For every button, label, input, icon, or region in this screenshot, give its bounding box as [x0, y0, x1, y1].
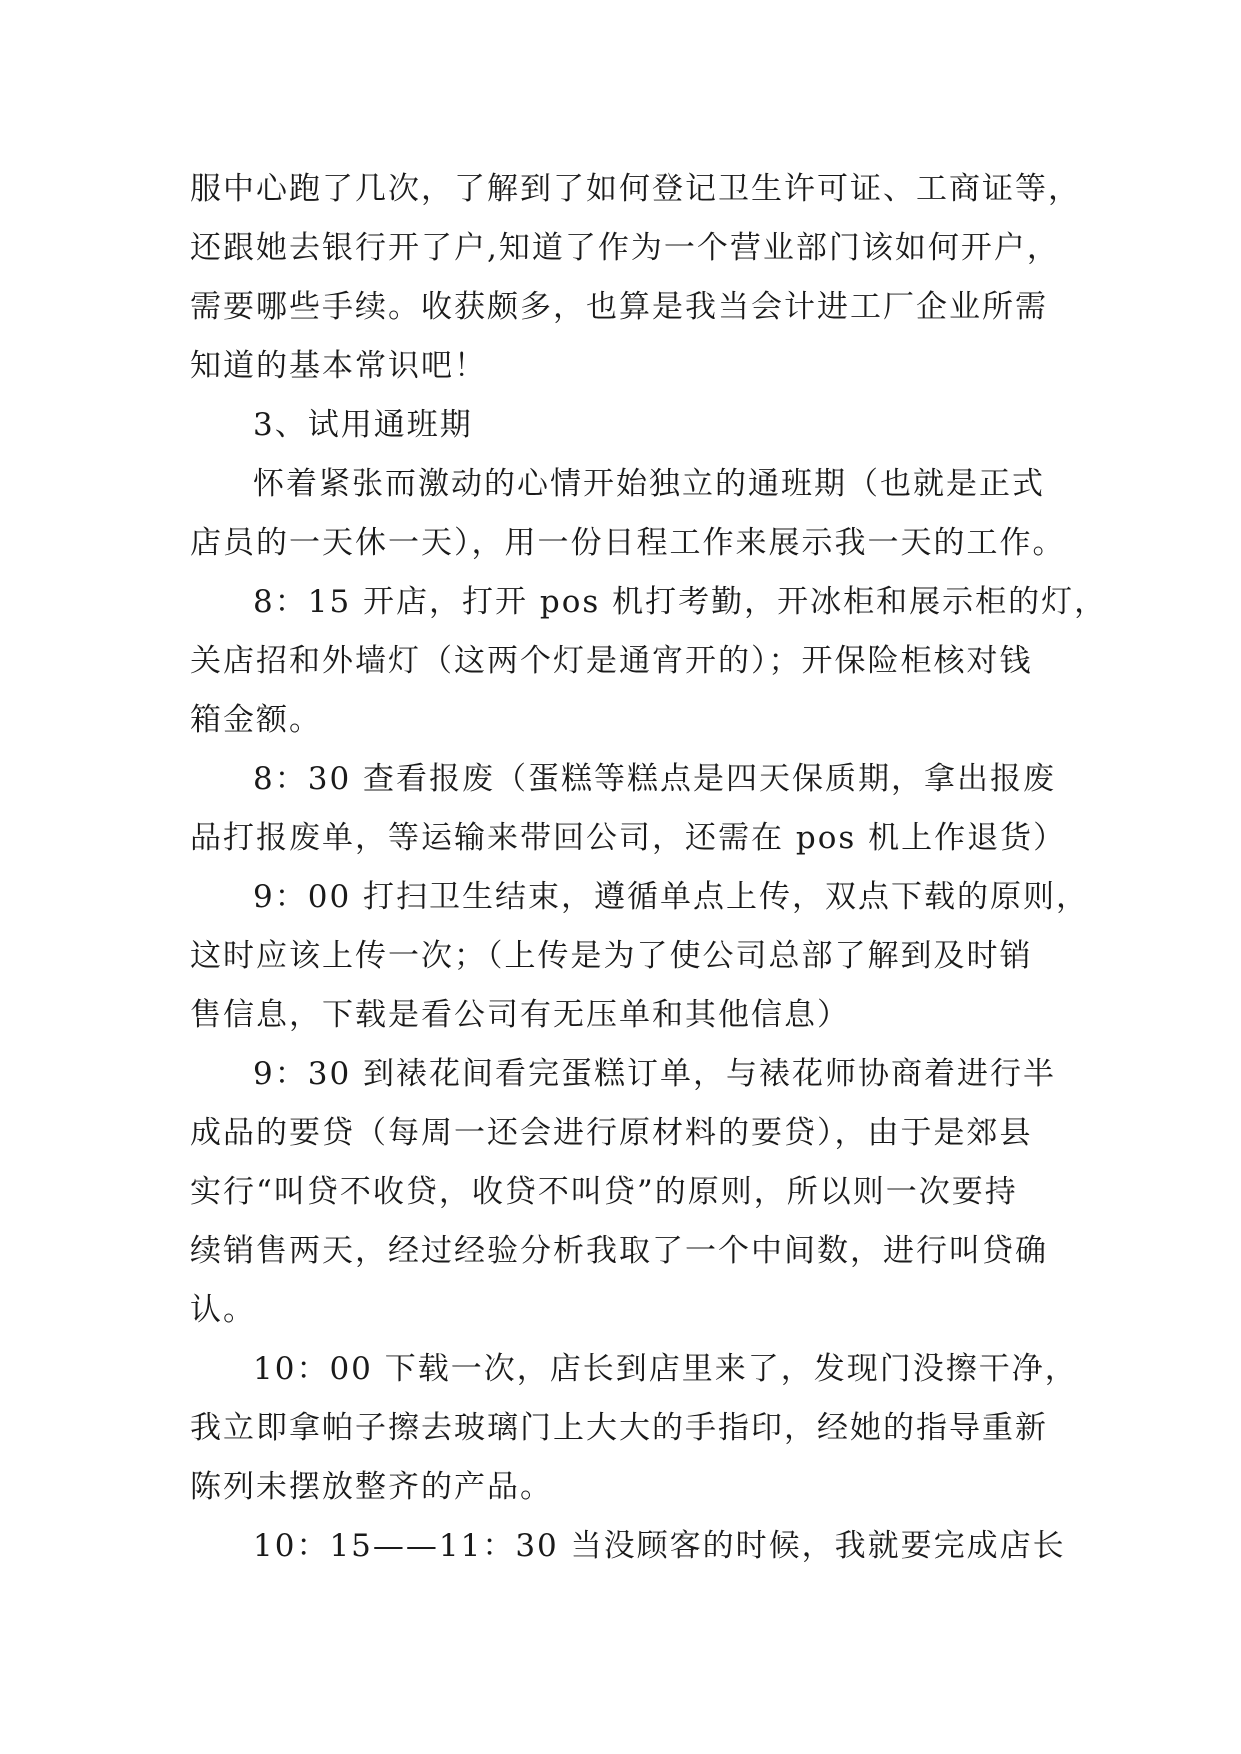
document-body — [190, 160, 1108, 1576]
text-line: 怀着紧张而激动的心情开始独立的通班期（也就是正式 — [253, 466, 1045, 502]
text-line: 这时应该上传一次；（上传是为了使公司总部了解到及时销 — [190, 938, 1033, 974]
text-line: 8：30 查看报废（蛋糕等糕点是四天保质期，拿出报废 — [253, 761, 1057, 797]
text-line: 认。 — [190, 1292, 256, 1328]
text-line: 8：15 开店，打开 pos 机打考勤，开冰柜和展示柜的灯， — [253, 584, 1108, 620]
text-line: 实行“叫贷不收贷，收贷不叫贷”的原则，所以则一次要持 — [190, 1174, 1018, 1210]
text-line: 9：00 打扫卫生结束，遵循单点上传，双点下载的原则， — [253, 879, 1090, 915]
text-line: 10：15——11：30 当没顾客的时候，我就要完成店长 — [253, 1528, 1066, 1564]
text-line: 成品的要贷（每周一还会进行原材料的要贷），由于是郊县 — [190, 1115, 1033, 1151]
text-line: 需要哪些手续。收获颇多，也算是我当会计进工厂企业所需 — [190, 289, 1048, 325]
text-line: 品打报废单，等运输来带回公司，还需在 pos 机上作退货） — [190, 820, 1067, 856]
text-line: 箱金额。 — [190, 702, 322, 738]
text-line: 10：00 下载一次，店长到店里来了，发现门没擦干净， — [253, 1351, 1078, 1387]
text-line: 我立即拿帕子擦去玻璃门上大大的手指印，经她的指导重新 — [190, 1410, 1048, 1446]
text-line: 续销售两天，经过经验分析我取了一个中间数，进行叫贷确 — [190, 1233, 1048, 1269]
text-line: 3、试用通班期 — [253, 407, 473, 443]
text-line: 还跟她去银行开了户,知道了作为一个营业部门该如何开户， — [190, 230, 1060, 266]
text-line: 关店招和外墙灯（这两个灯是通宵开的）；开保险柜核对钱 — [190, 643, 1033, 679]
text-line: 陈列未摆放整齐的产品。 — [190, 1469, 553, 1505]
text-line: 售信息，下载是看公司有无压单和其他信息） — [190, 997, 850, 1033]
text-line: 知道的基本常识吧！ — [190, 348, 487, 384]
text-line: 店员的一天休一天），用一份日程工作来展示我一天的工作。 — [190, 525, 1066, 561]
text-line: 9：30 到裱花间看完蛋糕订单，与裱花师协商着进行半 — [253, 1056, 1057, 1092]
text-line: 服中心跑了几次，了解到了如何登记卫生许可证、工商证等， — [190, 171, 1081, 207]
